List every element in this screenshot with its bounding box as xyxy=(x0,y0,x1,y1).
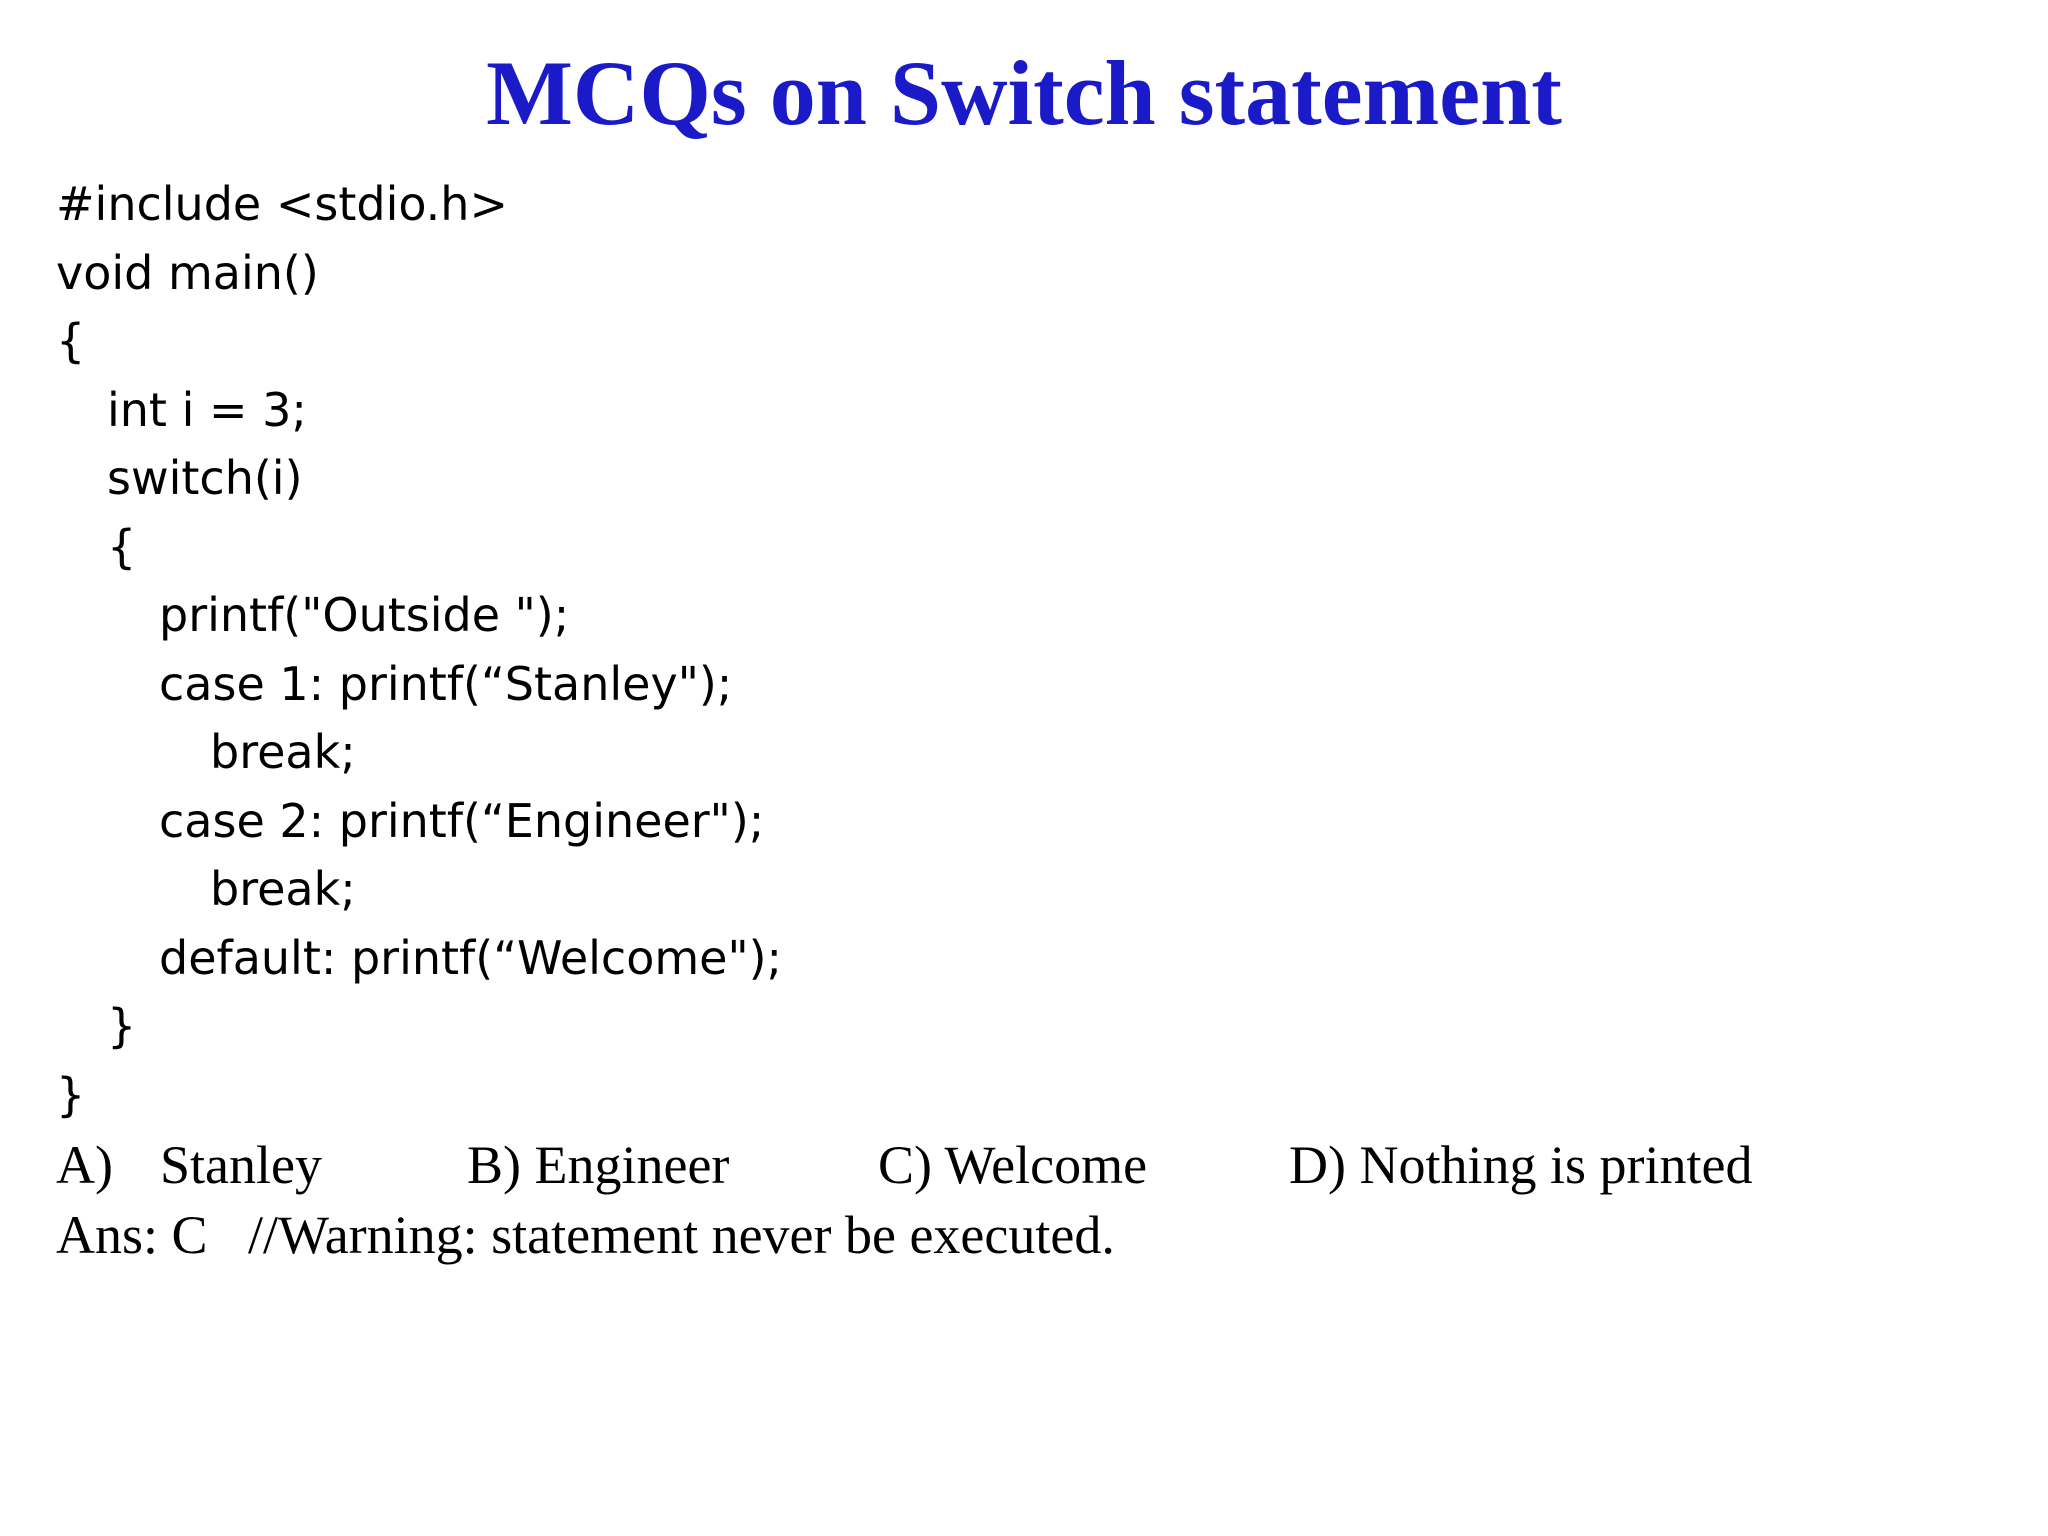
answer-line xyxy=(56,1200,1115,1270)
option-letter: A) xyxy=(56,1135,113,1195)
option-c xyxy=(878,1130,1147,1200)
option-b xyxy=(467,1130,729,1200)
code-line: } xyxy=(107,999,137,1053)
code-line: #include <stdio.h> xyxy=(56,177,509,231)
code-block xyxy=(56,170,782,1129)
option-letter: C) xyxy=(878,1135,932,1195)
code-line: break; xyxy=(210,725,356,779)
code-line: case 1: printf(“Stanley"); xyxy=(159,656,733,711)
slide-title: MCQs on Switch statement xyxy=(486,42,1562,144)
option-letter: B) xyxy=(467,1135,521,1195)
option-text: Stanley xyxy=(160,1135,322,1195)
option-letter: D) xyxy=(1289,1135,1346,1195)
code-line: int i = 3; xyxy=(107,382,307,437)
answer-label: Ans: C xyxy=(56,1205,208,1265)
code-line: case 2: printf(“Engineer"); xyxy=(159,793,765,848)
code-line: printf("Outside "); xyxy=(159,588,570,642)
code-line: default: printf(“Welcome"); xyxy=(159,930,783,985)
answer-options xyxy=(56,1130,1956,1200)
option-text: Nothing is printed xyxy=(1359,1135,1753,1195)
option-a xyxy=(56,1130,322,1200)
code-line: void main() xyxy=(56,245,319,300)
option-text: Engineer xyxy=(534,1135,730,1195)
code-line: { xyxy=(56,314,86,368)
option-d xyxy=(1289,1130,1752,1200)
code-line: } xyxy=(56,1067,86,1122)
code-line: { xyxy=(107,519,137,574)
code-line: break; xyxy=(210,862,356,916)
code-line: switch(i) xyxy=(107,451,303,505)
option-text: Welcome xyxy=(944,1135,1148,1195)
answer-note: //Warning: statement never be executed. xyxy=(248,1205,1115,1265)
